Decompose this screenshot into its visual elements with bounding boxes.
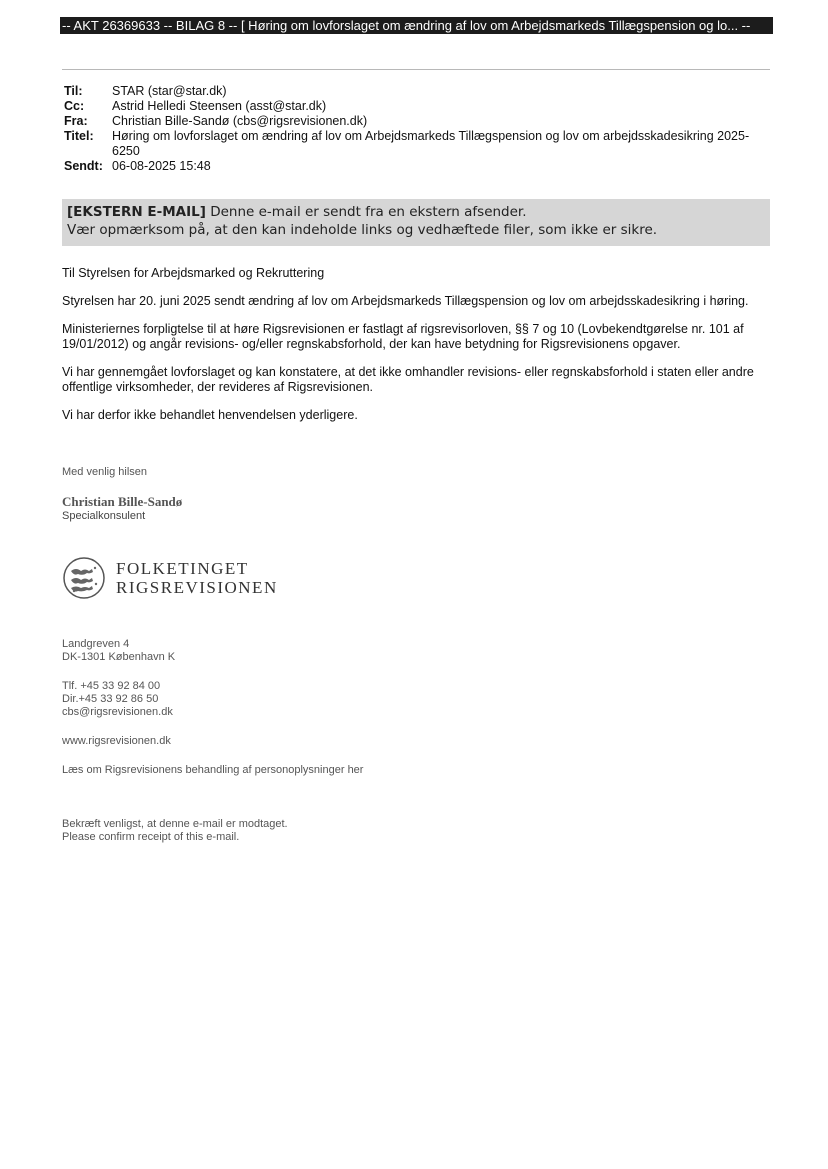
email-headers: [64, 84, 764, 174]
privacy-text: Læs om Rigsrevisionens behandling af personoplysninger: [62, 764, 345, 776]
privacy-link[interactable]: her: [347, 764, 364, 776]
header-label: Sendt:: [64, 159, 103, 173]
header-label: Til:: [64, 84, 83, 98]
lion-seal-icon: [62, 556, 106, 600]
phone: Tlf. +45 33 92 84 00: [62, 680, 161, 692]
signature-name: Christian Bille-Sandø: [62, 494, 183, 509]
header-row-title: [64, 129, 764, 159]
rigsrevisionen-logo: [62, 556, 278, 600]
external-email-banner: [62, 199, 770, 246]
confirm-da: Bekræft venligst, at denne e-mail er modtaget.: [62, 818, 288, 830]
paragraph-3: Vi har gennemgået lovforslaget og kan konstatere, at det ikke omhandler revisions- eller regnskabsforhold i staten eller andre offentlige virksomheder, der revideres af Rigsrevisionen.: [62, 365, 754, 394]
header-divider: [62, 69, 770, 70]
paragraph-4: Vi har derfor ikke behandlet henvendelsen yderligere.: [62, 408, 358, 422]
header-label: Titel:: [64, 129, 94, 143]
banner-tag: [EKSTERN E-MAIL]: [67, 204, 206, 220]
header-row-from: [64, 114, 764, 129]
confirm-en: Please confirm receipt of this e-mail.: [62, 831, 240, 843]
header-value: Christian Bille-Sandø (cbs@rigsrevisionen.dk): [112, 114, 368, 128]
address-line-2: DK-1301 København K: [62, 651, 176, 663]
closing: Med venlig hilsen: [62, 466, 147, 478]
header-label: Cc:: [64, 99, 85, 113]
banner-line-2: Vær opmærksom på, at den kan indeholde links og vedhæftede filer, som ikke er sikre.: [67, 222, 658, 238]
header-row-to: [64, 84, 764, 99]
email-body: [62, 266, 762, 436]
address-line-1: Landgreven 4: [62, 638, 130, 650]
direct-phone: Dir.+45 33 92 86 50: [62, 693, 159, 705]
confirm-receipt: [62, 818, 288, 844]
banner-line-1: Denne e-mail er sendt fra en ekstern afsender.: [210, 204, 527, 220]
privacy-notice: [62, 764, 363, 777]
header-label: Fra:: [64, 114, 88, 128]
greeting: Til Styrelsen for Arbejdsmarked og Rekruttering: [62, 266, 325, 280]
header-value: STAR (star@star.dk): [112, 84, 227, 98]
header-row-cc: [64, 99, 764, 114]
header-value: Astrid Helledi Steensen (asst@star.dk): [112, 99, 327, 113]
paragraph-1: Styrelsen har 20. juni 2025 sendt ændring af lov om Arbejdsmarkeds Tillægspension og lov om arbejdsskadesikring i høring.: [62, 294, 749, 308]
website-link[interactable]: www.rigsrevisionen.dk: [62, 735, 171, 747]
logo-line-1: FOLKETINGET: [116, 559, 249, 578]
paragraph-2: Ministeriernes forpligtelse til at høre Rigsrevisionen er fastlagt af rigsrevisorloven, §§ 7 og 10 (Lovbekendtgørelse nr. 101 af 19/01/2012) og angår revisions- og/eller regnskabsforhold, der kan have betydning for Rigsrevisionens opgaver.: [62, 322, 744, 351]
header-row-sent: [64, 159, 764, 174]
signature-title: Specialkonsulent: [62, 510, 146, 522]
email-link[interactable]: cbs@rigsrevisionen.dk: [62, 706, 173, 718]
contact-block: [62, 638, 363, 777]
logo-line-2: RIGSREVISIONEN: [116, 578, 278, 597]
header-value: Høring om lovforslaget om ændring af lov om Arbejdsmarkeds Tillægspension og lov om arbejdsskadesikring 2025-6250: [112, 129, 750, 158]
header-value: 06-08-2025 15:48: [112, 159, 211, 173]
document-header-bar: -- AKT 26369633 -- BILAG 8 -- [ Høring om lovforslaget om ændring af lov om Arbejdsmarkeds Tillægspension og lo... --: [60, 17, 773, 34]
